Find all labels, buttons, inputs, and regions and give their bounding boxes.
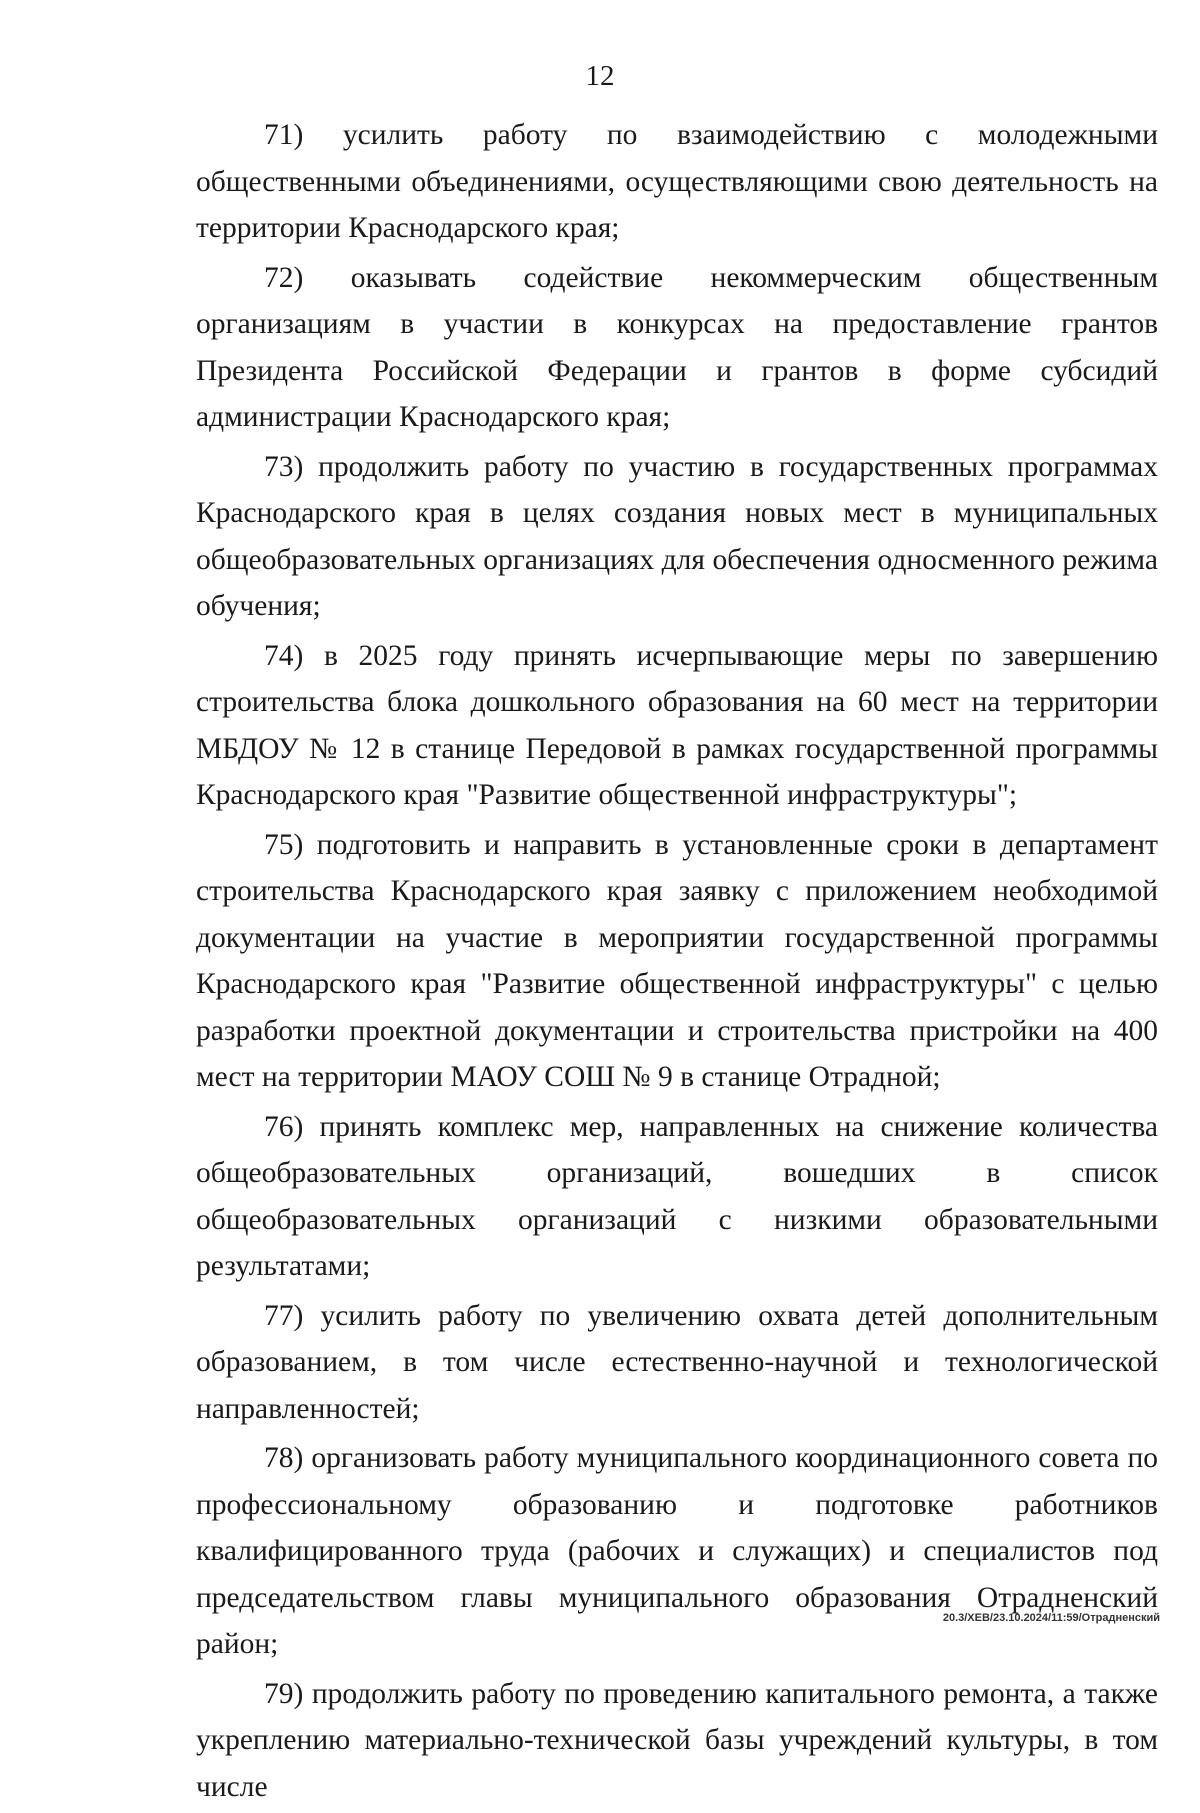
paragraph-74: 74) в 2025 году принять исчерпывающие меры по завершению строительства блока дошкольного образования на 60 мест на территории МБДОУ № 12 в станице Передовой в рамках государственной программы Краснодарского края "Развитие общественной инфраструктуры"; [196,639,1158,811]
paragraph-71: 71) усилить работу по взаимодействию с молодежными общественными объединениями, осуществляющими свою деятельность на территории Краснодарского края; [196,119,1158,244]
paragraph-77: 77) усилить работу по увеличению охвата детей дополнительным образованием, в том числе естественно-научной и технологической направленностей; [196,1299,1158,1425]
paragraph-79: 79) продолжить работу по проведению капитального ремонта, а также укреплению материально-технической базы учреждений культуры, в том числе [196,1677,1158,1803]
paragraph-78: 78) организовать работу муниципального координационного совета по профессиональному образованию и подготовке работников квалифицированного труда (рабочих и служащих) и специалистов под председательством главы муниципального образования Отрадненский район; [196,1442,1158,1660]
paragraph-72: 72) оказывать содействие некоммерческим общественным организациям в участии в конкурсах на предоставление грантов Президента Российской Федерации и грантов в форме субсидий администрации Краснодарского края; [196,261,1158,433]
page-number: 12 [585,60,615,92]
paragraph-76: 76) принять комплекс мер, направленных на снижение количества общеобразовательных организаций, вошедших в список общеобразовательных организаций с низкими образовательными результатами; [196,1110,1158,1282]
paragraph-73: 73) продолжить работу по участию в государственных программах Краснодарского края в целях создания новых мест в муниципальных общеобразовательных организациях для обеспечения односменного режима обучения; [196,450,1158,622]
document-registration-stamp: 20.3/ХЕВ/23.10.2024/11:59/Отрадненский [942,1612,1160,1624]
document-body [196,112,1158,1813]
paragraph-75: 75) подготовить и направить в установленные сроки в департамент строительства Краснодарского края заявку с приложением необходимой документации на участие в мероприятии государственной программы Краснодарского края "Развитие общественной инфраструктуры" с целью разработки проектной документации и строительства пристройки на 400 мест на территории МАОУ СОШ № 9 в станице Отрадной; [196,828,1158,1093]
